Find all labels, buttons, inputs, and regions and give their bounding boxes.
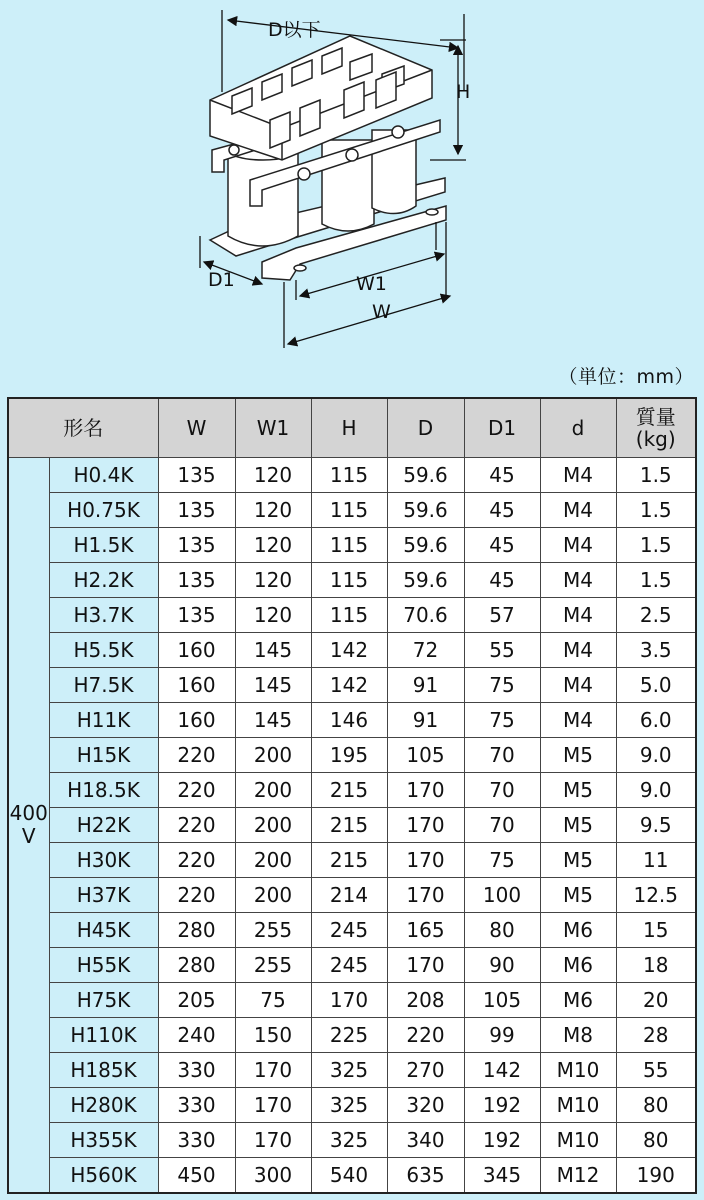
cell-d1: 70 bbox=[464, 773, 540, 808]
cell-d1: 70 bbox=[464, 738, 540, 773]
cell-mass: 5.0 bbox=[616, 668, 696, 703]
cell-model: H15K bbox=[49, 738, 158, 773]
cell-h: 170 bbox=[311, 983, 387, 1018]
cell-h: 225 bbox=[311, 1018, 387, 1053]
cell-h: 115 bbox=[311, 598, 387, 633]
label-d-max: D以下 bbox=[268, 19, 321, 41]
cell-d1: 75 bbox=[464, 843, 540, 878]
cell-d1: 57 bbox=[464, 598, 540, 633]
cell-w: 220 bbox=[158, 773, 235, 808]
cell-bolt: M10 bbox=[540, 1053, 616, 1088]
cell-bolt: M10 bbox=[540, 1123, 616, 1158]
cell-h: 215 bbox=[311, 773, 387, 808]
cell-model: H2.2K bbox=[49, 563, 158, 598]
cell-bolt: M5 bbox=[540, 808, 616, 843]
table-row bbox=[8, 1123, 696, 1158]
unit-note: （単位：mm） bbox=[558, 366, 694, 388]
cell-w1: 200 bbox=[235, 773, 311, 808]
cell-d: 170 bbox=[387, 773, 464, 808]
cell-w1: 200 bbox=[235, 878, 311, 913]
cell-model: H0.4K bbox=[49, 458, 158, 493]
cell-model: H18.5K bbox=[49, 773, 158, 808]
cell-bolt: M4 bbox=[540, 493, 616, 528]
table-row bbox=[8, 843, 696, 878]
cell-w: 135 bbox=[158, 528, 235, 563]
cell-model: H75K bbox=[49, 983, 158, 1018]
cell-model: H55K bbox=[49, 948, 158, 983]
table-row bbox=[8, 458, 696, 493]
cell-h: 215 bbox=[311, 843, 387, 878]
cell-w: 135 bbox=[158, 493, 235, 528]
label-d1: D1 bbox=[208, 269, 235, 291]
cell-model: H1.5K bbox=[49, 528, 158, 563]
cell-d: 170 bbox=[387, 878, 464, 913]
table-row bbox=[8, 913, 696, 948]
cell-mass: 1.5 bbox=[616, 528, 696, 563]
cell-bolt: M4 bbox=[540, 563, 616, 598]
cell-w1: 120 bbox=[235, 528, 311, 563]
cell-d1: 80 bbox=[464, 913, 540, 948]
cell-model: H22K bbox=[49, 808, 158, 843]
cell-d: 59.6 bbox=[387, 563, 464, 598]
table-row bbox=[8, 808, 696, 843]
cell-d1: 142 bbox=[464, 1053, 540, 1088]
cell-mass: 6.0 bbox=[616, 703, 696, 738]
header-h: H bbox=[311, 398, 387, 458]
cell-d: 340 bbox=[387, 1123, 464, 1158]
cell-model: H0.75K bbox=[49, 493, 158, 528]
header-d1: D1 bbox=[464, 398, 540, 458]
spec-table bbox=[7, 397, 697, 1194]
table-row bbox=[8, 738, 696, 773]
cell-d1: 70 bbox=[464, 808, 540, 843]
cell-w: 330 bbox=[158, 1088, 235, 1123]
cell-mass: 80 bbox=[616, 1123, 696, 1158]
cell-w: 450 bbox=[158, 1158, 235, 1194]
cell-w1: 120 bbox=[235, 563, 311, 598]
cell-w1: 145 bbox=[235, 633, 311, 668]
cell-d1: 99 bbox=[464, 1018, 540, 1053]
table-row bbox=[8, 773, 696, 808]
cell-d1: 345 bbox=[464, 1158, 540, 1194]
cell-d: 170 bbox=[387, 843, 464, 878]
cell-model: H30K bbox=[49, 843, 158, 878]
cell-w1: 145 bbox=[235, 703, 311, 738]
cell-h: 245 bbox=[311, 913, 387, 948]
cell-w1: 255 bbox=[235, 948, 311, 983]
cell-w1: 150 bbox=[235, 1018, 311, 1053]
cell-d: 105 bbox=[387, 738, 464, 773]
cell-d1: 45 bbox=[464, 563, 540, 598]
table-row bbox=[8, 1053, 696, 1088]
label-w1: W1 bbox=[356, 273, 387, 295]
cell-h: 146 bbox=[311, 703, 387, 738]
cell-bolt: M10 bbox=[540, 1088, 616, 1123]
cell-bolt: M4 bbox=[540, 668, 616, 703]
label-w: W bbox=[372, 301, 391, 323]
cell-w1: 170 bbox=[235, 1088, 311, 1123]
cell-d1: 192 bbox=[464, 1123, 540, 1158]
label-h: H bbox=[456, 81, 471, 103]
cell-w1: 200 bbox=[235, 808, 311, 843]
cell-w: 280 bbox=[158, 913, 235, 948]
reactor-dimension-figure bbox=[0, 0, 704, 360]
reactor-drawing bbox=[0, 0, 704, 360]
cell-h: 115 bbox=[311, 458, 387, 493]
cell-w1: 120 bbox=[235, 493, 311, 528]
cell-w1: 120 bbox=[235, 458, 311, 493]
cell-d: 165 bbox=[387, 913, 464, 948]
cell-d1: 100 bbox=[464, 878, 540, 913]
cell-w: 160 bbox=[158, 703, 235, 738]
cell-w: 330 bbox=[158, 1123, 235, 1158]
table-row bbox=[8, 668, 696, 703]
cell-w1: 255 bbox=[235, 913, 311, 948]
cell-d: 59.6 bbox=[387, 528, 464, 563]
cell-d: 59.6 bbox=[387, 493, 464, 528]
cell-h: 115 bbox=[311, 563, 387, 598]
cell-d: 270 bbox=[387, 1053, 464, 1088]
cell-mass: 9.5 bbox=[616, 808, 696, 843]
cell-bolt: M5 bbox=[540, 773, 616, 808]
cell-d1: 75 bbox=[464, 668, 540, 703]
cell-w: 135 bbox=[158, 598, 235, 633]
table-row bbox=[8, 983, 696, 1018]
cell-bolt: M5 bbox=[540, 843, 616, 878]
cell-model: H280K bbox=[49, 1088, 158, 1123]
cell-w: 220 bbox=[158, 738, 235, 773]
cell-w: 280 bbox=[158, 948, 235, 983]
cell-d1: 105 bbox=[464, 983, 540, 1018]
cell-d1: 55 bbox=[464, 633, 540, 668]
cell-model: H3.7K bbox=[49, 598, 158, 633]
cell-mass: 2.5 bbox=[616, 598, 696, 633]
cell-mass: 55 bbox=[616, 1053, 696, 1088]
cell-bolt: M4 bbox=[540, 703, 616, 738]
cell-model: H185K bbox=[49, 1053, 158, 1088]
table-row bbox=[8, 528, 696, 563]
header-d: D bbox=[387, 398, 464, 458]
cell-w1: 170 bbox=[235, 1123, 311, 1158]
cell-model: H110K bbox=[49, 1018, 158, 1053]
cell-w1: 300 bbox=[235, 1158, 311, 1194]
cell-bolt: M6 bbox=[540, 983, 616, 1018]
cell-d: 91 bbox=[387, 703, 464, 738]
cell-h: 142 bbox=[311, 633, 387, 668]
cell-mass: 1.5 bbox=[616, 493, 696, 528]
cell-h: 325 bbox=[311, 1088, 387, 1123]
cell-d: 635 bbox=[387, 1158, 464, 1194]
cell-d1: 192 bbox=[464, 1088, 540, 1123]
cell-bolt: M4 bbox=[540, 598, 616, 633]
cell-mass: 9.0 bbox=[616, 773, 696, 808]
header-bolt: d bbox=[540, 398, 616, 458]
table-row bbox=[8, 948, 696, 983]
cell-d: 220 bbox=[387, 1018, 464, 1053]
cell-d1: 45 bbox=[464, 528, 540, 563]
cell-mass: 1.5 bbox=[616, 563, 696, 598]
cell-mass: 12.5 bbox=[616, 878, 696, 913]
cell-w: 135 bbox=[158, 563, 235, 598]
cell-mass: 80 bbox=[616, 1088, 696, 1123]
cell-h: 115 bbox=[311, 493, 387, 528]
table-row bbox=[8, 1158, 696, 1194]
table-row bbox=[8, 703, 696, 738]
cell-model: H37K bbox=[49, 878, 158, 913]
cell-w: 160 bbox=[158, 668, 235, 703]
cell-w: 220 bbox=[158, 878, 235, 913]
cell-d: 170 bbox=[387, 808, 464, 843]
cell-d1: 45 bbox=[464, 493, 540, 528]
cell-model: H560K bbox=[49, 1158, 158, 1194]
cell-w1: 170 bbox=[235, 1053, 311, 1088]
cell-model: H11K bbox=[49, 703, 158, 738]
cell-w: 135 bbox=[158, 458, 235, 493]
table-body bbox=[8, 458, 696, 1194]
cell-mass: 190 bbox=[616, 1158, 696, 1194]
cell-w1: 200 bbox=[235, 738, 311, 773]
table-row bbox=[8, 878, 696, 913]
table-row bbox=[8, 493, 696, 528]
cell-d: 91 bbox=[387, 668, 464, 703]
cell-d: 70.6 bbox=[387, 598, 464, 633]
cell-mass: 3.5 bbox=[616, 633, 696, 668]
cell-bolt: M6 bbox=[540, 948, 616, 983]
cell-mass: 1.5 bbox=[616, 458, 696, 493]
cell-bolt: M12 bbox=[540, 1158, 616, 1194]
cell-w: 330 bbox=[158, 1053, 235, 1088]
cell-bolt: M4 bbox=[540, 528, 616, 563]
cell-bolt: M5 bbox=[540, 878, 616, 913]
table-header-row bbox=[8, 398, 696, 458]
cell-d: 72 bbox=[387, 633, 464, 668]
cell-w1: 200 bbox=[235, 843, 311, 878]
cell-h: 215 bbox=[311, 808, 387, 843]
cell-h: 195 bbox=[311, 738, 387, 773]
table-row bbox=[8, 563, 696, 598]
cell-h: 325 bbox=[311, 1123, 387, 1158]
cell-bolt: M4 bbox=[540, 458, 616, 493]
cell-d: 320 bbox=[387, 1088, 464, 1123]
cell-w1: 75 bbox=[235, 983, 311, 1018]
cell-h: 142 bbox=[311, 668, 387, 703]
cell-model: H45K bbox=[49, 913, 158, 948]
cell-mass: 18 bbox=[616, 948, 696, 983]
cell-bolt: M4 bbox=[540, 633, 616, 668]
cell-w: 240 bbox=[158, 1018, 235, 1053]
cell-h: 115 bbox=[311, 528, 387, 563]
cell-d: 208 bbox=[387, 983, 464, 1018]
cell-mass: 20 bbox=[616, 983, 696, 1018]
header-w1: W1 bbox=[235, 398, 311, 458]
table-row bbox=[8, 1088, 696, 1123]
voltage-group-cell: 400V bbox=[8, 458, 49, 1194]
cell-bolt: M5 bbox=[540, 738, 616, 773]
table-row bbox=[8, 598, 696, 633]
cell-h: 540 bbox=[311, 1158, 387, 1194]
table-row bbox=[8, 633, 696, 668]
cell-d1: 90 bbox=[464, 948, 540, 983]
cell-w: 220 bbox=[158, 808, 235, 843]
cell-d: 59.6 bbox=[387, 458, 464, 493]
cell-w1: 145 bbox=[235, 668, 311, 703]
cell-mass: 9.0 bbox=[616, 738, 696, 773]
cell-mass: 11 bbox=[616, 843, 696, 878]
table-row bbox=[8, 1018, 696, 1053]
cell-model: H5.5K bbox=[49, 633, 158, 668]
header-w: W bbox=[158, 398, 235, 458]
cell-d1: 45 bbox=[464, 458, 540, 493]
cell-bolt: M8 bbox=[540, 1018, 616, 1053]
cell-mass: 15 bbox=[616, 913, 696, 948]
cell-d1: 75 bbox=[464, 703, 540, 738]
header-model: 形名 bbox=[8, 398, 158, 458]
cell-w: 160 bbox=[158, 633, 235, 668]
cell-w: 220 bbox=[158, 843, 235, 878]
cell-d: 170 bbox=[387, 948, 464, 983]
cell-model: H7.5K bbox=[49, 668, 158, 703]
cell-mass: 28 bbox=[616, 1018, 696, 1053]
cell-w: 205 bbox=[158, 983, 235, 1018]
cell-bolt: M6 bbox=[540, 913, 616, 948]
cell-model: H355K bbox=[49, 1123, 158, 1158]
cell-h: 245 bbox=[311, 948, 387, 983]
cell-w1: 120 bbox=[235, 598, 311, 633]
cell-h: 325 bbox=[311, 1053, 387, 1088]
header-mass: 質量 (kg) bbox=[616, 398, 696, 458]
cell-h: 214 bbox=[311, 878, 387, 913]
